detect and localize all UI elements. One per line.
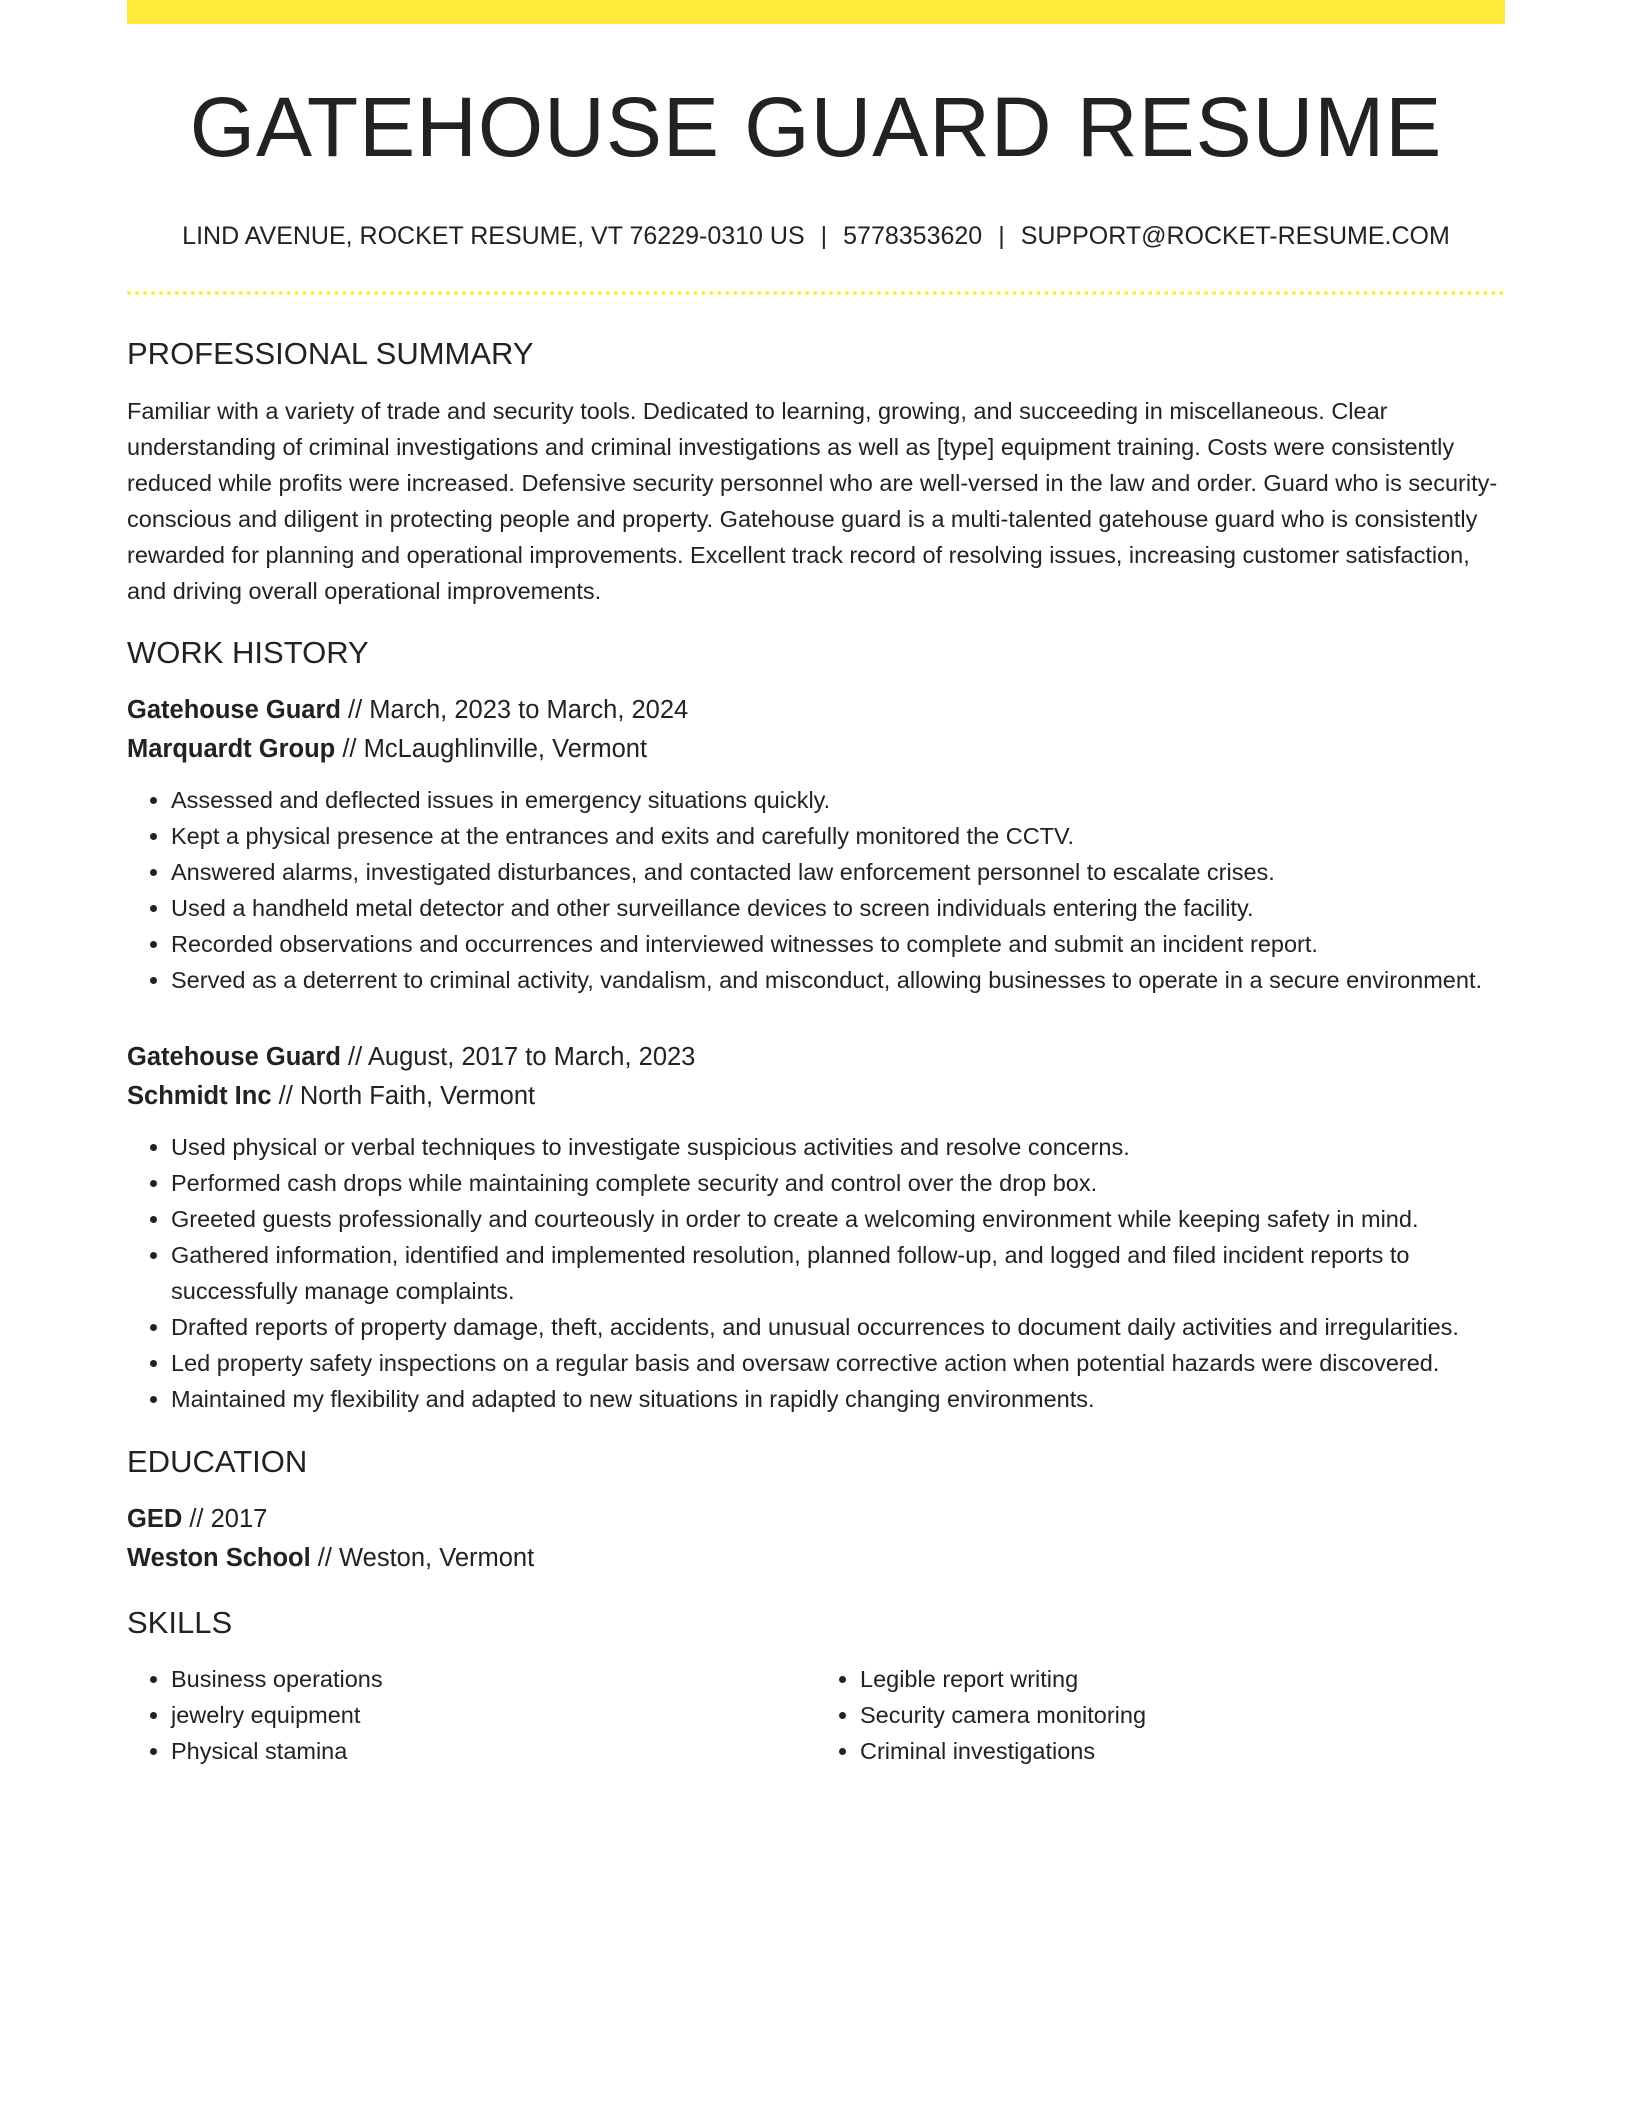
dotted-divider: [127, 291, 1505, 295]
list-item: • Served as a deterrent to criminal activity, vandalism, and misconduct, allowing businesses to operate in a secure environment.: [171, 962, 1505, 998]
education-year: // 2017: [182, 1504, 268, 1533]
job-location: // McLaughlinville, Vermont: [335, 734, 648, 763]
resume-page: [127, 0, 1505, 1769]
contact-address: LIND AVENUE, ROCKET RESUME, VT 76229-0310 US: [182, 222, 805, 251]
list-item: • Assessed and deflected issues in emergency situations quickly.: [171, 782, 1505, 818]
list-item: • Greeted guests professionally and courteously in order to create a welcoming environment while keeping safety in mind.: [171, 1201, 1505, 1237]
skill-item: • Business operations: [171, 1661, 816, 1697]
summary-text: Familiar with a variety of trade and security tools. Dedicated to learning, growing, and succeeding in miscellaneous. Clear understanding of criminal investigations and criminal investigations as well as [type] equipment training. Costs were consistently reduced while profits were increased. Defensive security personnel who are well-versed in the law and order. Guard who is security-conscious and diligent in protecting people and property. Gatehouse guard is a multi-talented gatehouse guard who is consistently rewarded for planning and operational improvements. Excellent track record of resolving issues, increasing customer satisfaction, and driving overall operational improvements.: [127, 397, 1498, 604]
job-company: Schmidt Inc: [127, 1081, 272, 1110]
job-dates: // March, 2023 to March, 2024: [340, 695, 689, 724]
job-location: // North Faith, Vermont: [271, 1081, 536, 1110]
job-entry: [127, 1038, 1505, 1417]
skills-grid: [127, 1661, 1505, 1769]
education-degree-line: [127, 1500, 1505, 1539]
list-item: • Drafted reports of property damage, theft, accidents, and unusual occurrences to document daily activities and irregularities.: [171, 1309, 1505, 1345]
list-item: • Used a handheld metal detector and other surveillance devices to screen individuals entering the facility.: [171, 890, 1505, 926]
skill-item: • Security camera monitoring: [860, 1697, 1505, 1733]
list-item: • Answered alarms, investigated disturbances, and contacted law enforcement personnel to escalate crises.: [171, 854, 1505, 890]
skill-item: • Criminal investigations: [860, 1733, 1505, 1769]
education-location: // Weston, Vermont: [310, 1543, 535, 1572]
skills-left-column: [127, 1661, 816, 1769]
summary-heading: PROFESSIONAL SUMMARY: [127, 336, 534, 372]
list-item: • Led property safety inspections on a regular basis and oversaw corrective action when potential hazards were discovered.: [171, 1345, 1505, 1381]
job-company-line: [127, 1077, 1505, 1116]
education-school: Weston School: [127, 1543, 311, 1572]
job-dates: // August, 2017 to March, 2023: [340, 1042, 696, 1071]
job-bullets: [127, 782, 1505, 998]
list-item: • Recorded observations and occurrences and interviewed witnesses to complete and submit an incident report.: [171, 926, 1505, 962]
list-item: • Performed cash drops while maintaining complete security and control over the drop box.: [171, 1165, 1505, 1201]
job-entry: [127, 691, 1505, 998]
job-title-line: [127, 691, 1505, 730]
skill-item: • Legible report writing: [860, 1661, 1505, 1697]
job-title: Gatehouse Guard: [127, 1042, 341, 1071]
contact-separator: |: [998, 222, 1005, 251]
contact-separator: |: [820, 222, 828, 251]
job-bullets: [127, 1129, 1505, 1417]
skill-item: • Physical stamina: [171, 1733, 816, 1769]
job-title-line: [127, 1038, 1505, 1077]
skill-item: • jewelry equipment: [171, 1697, 816, 1733]
contact-phone: 5778353620: [843, 222, 983, 251]
education-degree: GED: [127, 1504, 183, 1533]
accent-top-bar: [127, 0, 1505, 24]
contact-email: SUPPORT@ROCKET-RESUME.COM: [1020, 222, 1450, 251]
list-item: • Maintained my flexibility and adapted to new situations in rapidly changing environments.: [171, 1381, 1505, 1417]
job-title: Gatehouse Guard: [127, 695, 341, 724]
education-school-line: [127, 1539, 1505, 1578]
resume-title: GATEHOUSE GUARD RESUME: [189, 80, 1443, 174]
list-item: • Kept a physical presence at the entrances and exits and carefully monitored the CCTV.: [171, 818, 1505, 854]
skills-heading: SKILLS: [127, 1604, 233, 1640]
list-item: • Used physical or verbal techniques to investigate suspicious activities and resolve concerns.: [171, 1129, 1505, 1165]
work-history-heading: WORK HISTORY: [127, 634, 369, 670]
skills-right-column: [816, 1661, 1505, 1769]
contact-line: [127, 221, 1505, 251]
list-item: • Gathered information, identified and implemented resolution, planned follow-up, and logged and filed incident reports to successfully manage complaints.: [171, 1237, 1505, 1309]
job-company-line: [127, 730, 1505, 769]
education-heading: EDUCATION: [127, 1443, 308, 1479]
job-company: Marquardt Group: [127, 734, 336, 763]
